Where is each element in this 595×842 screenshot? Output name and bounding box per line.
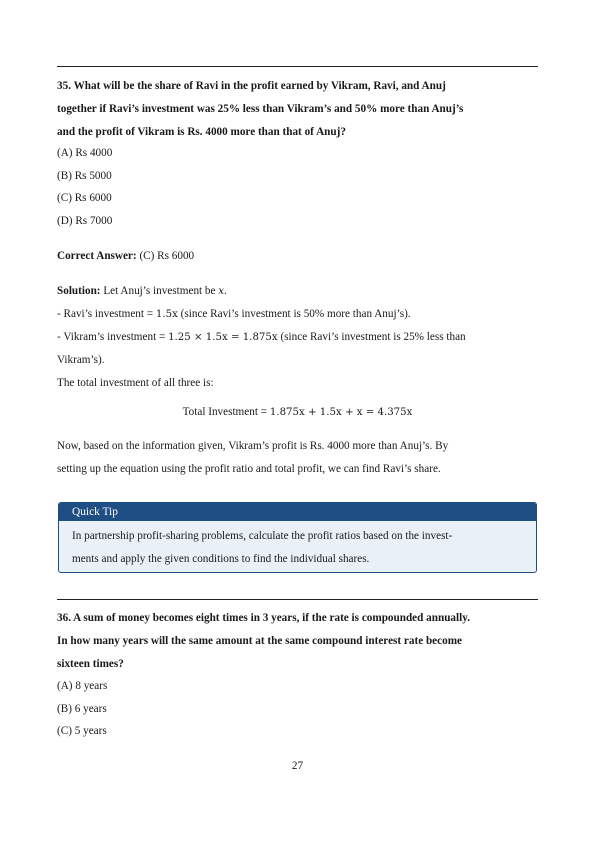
option-c: (C) Rs 6000	[57, 192, 112, 204]
section-divider	[57, 599, 538, 600]
question-line: In how many years will the same amount at the same compound interest rate become	[57, 635, 462, 647]
question-36	[57, 607, 538, 676]
quick-tip-body	[59, 521, 536, 571]
solution	[57, 280, 538, 395]
quick-tip-box	[58, 502, 537, 573]
top-divider	[57, 66, 538, 67]
options-35	[57, 142, 538, 232]
tip-line: ments and apply the given conditions to find the individual shares.	[72, 553, 370, 565]
conclusion-line: setting up the equation using the profit ratio and total profit, we can find Ravi’s share.	[57, 463, 441, 475]
ravi-investment: - Ravi’s investment = 1.5x (since Ravi’s investment is 50% more than Anuj’s).	[57, 308, 411, 320]
solution-intro: Solution: Let Anuj’s investment be x.	[57, 285, 227, 297]
answer-label: Correct Answer:	[57, 250, 137, 262]
question-line: and the profit of Vikram is Rs. 4000 more than that of Anuj?	[57, 126, 346, 138]
tip-line: In partnership profit-sharing problems, calculate the profit ratios based on the invest-	[72, 530, 453, 542]
option-d: (D) Rs 7000	[57, 214, 113, 227]
question-line: 36. A sum of money becomes eight times in 3 years, if the rate is compounded annually.	[57, 612, 471, 624]
solution-label: Solution:	[57, 285, 101, 297]
page-number: 27	[291, 760, 304, 772]
quick-tip-title: Quick Tip	[59, 503, 536, 521]
vikram-investment: - Vikram’s investment = 1.25 × 1.5x = 1.875x (since Ravi’s investment is 25% less than	[57, 331, 466, 343]
options-36	[57, 675, 538, 743]
vikram-investment-cont: Vikram’s).	[57, 354, 105, 366]
question-35	[57, 75, 538, 144]
total-investment-equation: Total Investment = 1.875x + 1.5x + x = 4.375x	[182, 406, 413, 418]
question-line: 35. What will be the share of Ravi in the profit earned by Vikram, Ravi, and Anuj	[57, 80, 446, 92]
question-line: together if Ravi’s investment was 25% less than Vikram’s and 50% more than Anuj’s	[57, 103, 464, 115]
conclusion	[57, 435, 538, 481]
answer-value: (C) Rs 6000	[136, 250, 195, 262]
option-c: (C) 5 years	[57, 725, 107, 737]
conclusion-line: Now, based on the information given, Vikram’s profit is Rs. 4000 more than Anuj’s. By	[57, 440, 449, 452]
option-b: (B) Rs 5000	[57, 169, 112, 182]
correct-answer	[57, 245, 538, 268]
option-a: (A) 8 years	[57, 680, 108, 692]
option-a: (A) Rs 4000	[57, 147, 113, 159]
question-line: sixteen times?	[57, 658, 124, 670]
option-b: (B) 6 years	[57, 702, 107, 715]
total-intro: The total investment of all three is:	[57, 377, 214, 389]
